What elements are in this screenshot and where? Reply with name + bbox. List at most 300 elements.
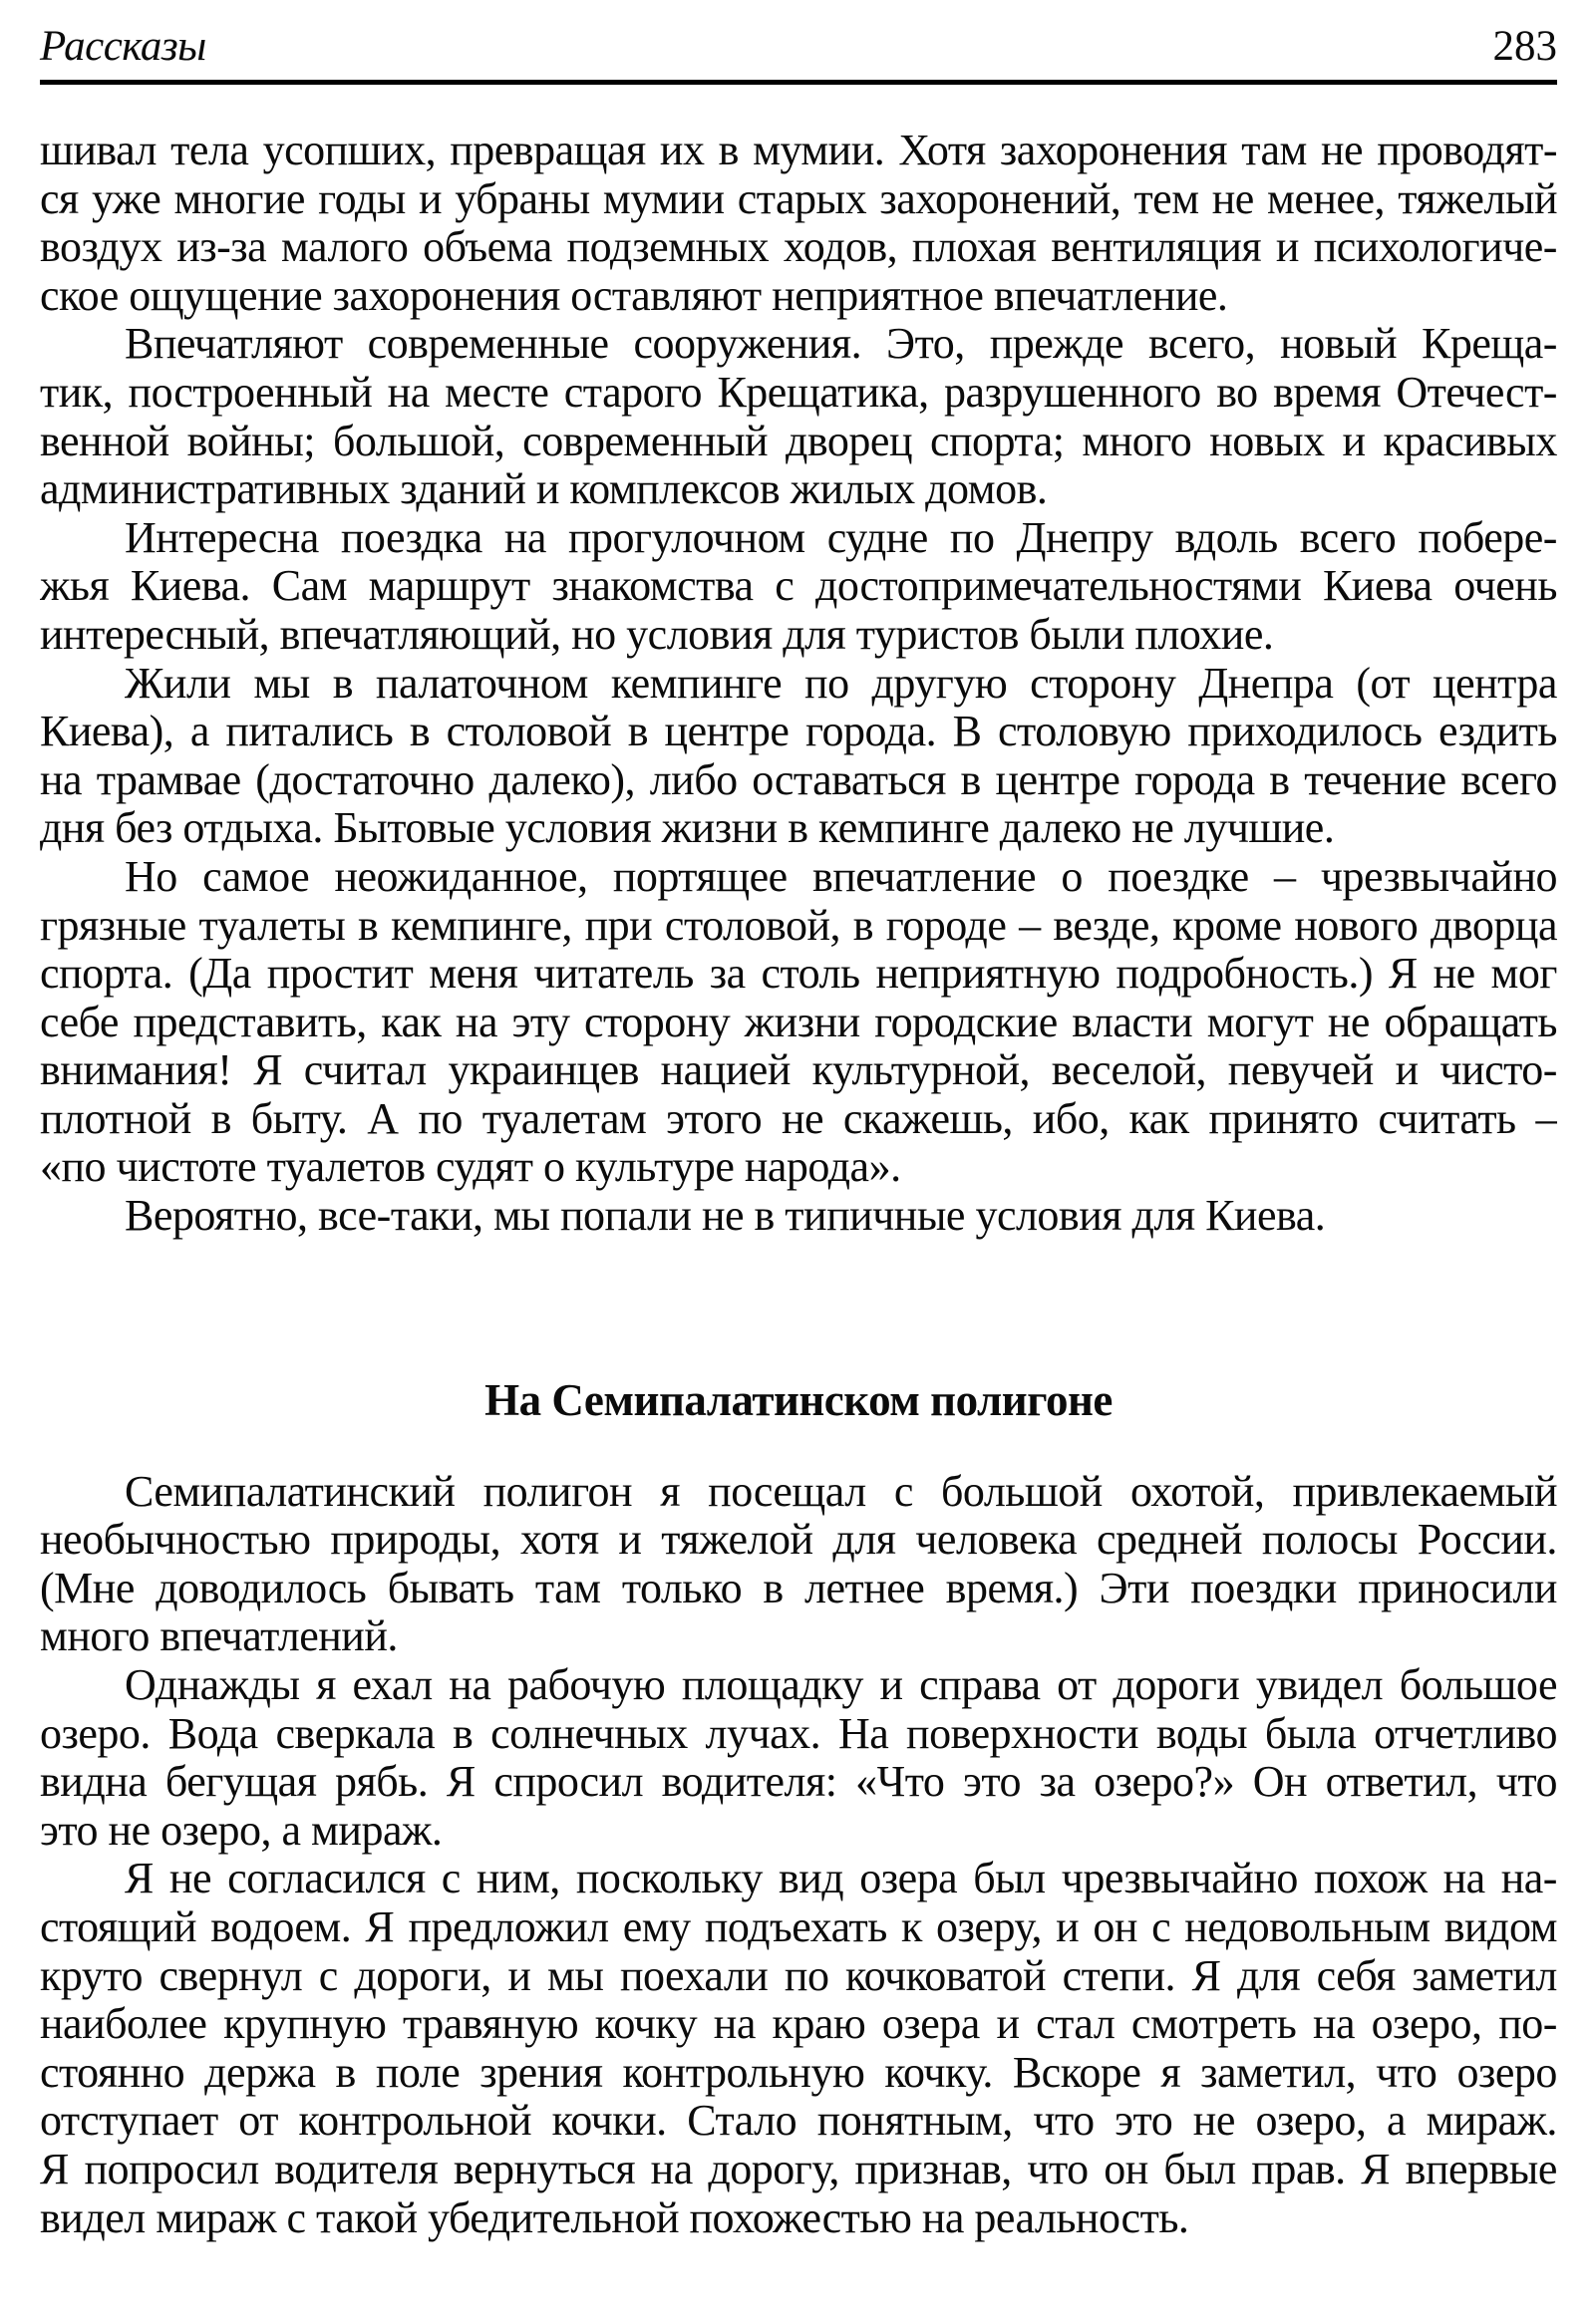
word: посещал [708, 1467, 866, 1516]
word: культурной, [811, 1046, 1031, 1095]
word: в [409, 708, 431, 756]
word: Семипалатинский [125, 1467, 456, 1516]
word: ним, [476, 1855, 560, 1903]
word: в [763, 1564, 784, 1612]
word: дороги [1113, 1661, 1240, 1710]
story-section [40, 127, 1557, 1241]
word: Я [1388, 950, 1418, 999]
word: от [1057, 1661, 1097, 1710]
word: и [418, 174, 443, 223]
word: поездки [1190, 1564, 1337, 1612]
word: новых [1209, 417, 1325, 465]
word: старых [737, 174, 867, 223]
word: на [449, 1661, 491, 1710]
word: подземных [566, 223, 770, 272]
word: степи. [1062, 1951, 1176, 2000]
word: Это, [886, 320, 965, 369]
word: Я [40, 2145, 69, 2193]
word: другую [871, 659, 1008, 708]
word: новый [1280, 320, 1398, 369]
word: поездке [1108, 852, 1249, 901]
paragraph [40, 514, 1557, 660]
word: в [960, 755, 981, 804]
word: меня [429, 950, 518, 999]
word: в [453, 1709, 474, 1758]
word: туалетам [481, 1094, 647, 1143]
word: жизни [744, 998, 860, 1046]
paragraph [40, 320, 1557, 513]
word: природы, [330, 1516, 501, 1565]
paragraph [40, 127, 1557, 320]
word: с [441, 1855, 461, 1903]
text-line: интересный, впечатляющий, но условия для туристов были плохие. [40, 610, 1274, 659]
word: дворца [1431, 901, 1557, 950]
word: считать [1378, 1094, 1516, 1143]
word: как [381, 998, 442, 1046]
text-line [40, 1661, 1557, 1710]
word: построенный [128, 368, 373, 417]
word: Впечатляют [125, 320, 343, 369]
word: трамвае [96, 755, 241, 804]
word: прогулочном [567, 513, 805, 562]
word: власти [1072, 998, 1193, 1046]
word: (Мне [40, 1564, 135, 1612]
word: при [584, 901, 653, 950]
word: Я [1191, 1951, 1221, 2000]
word: вентиляция [1051, 223, 1262, 272]
word: и [507, 1951, 531, 2000]
text-line [40, 320, 1557, 369]
word: дворец [786, 417, 912, 465]
word: города [1134, 755, 1255, 804]
paragraph [40, 853, 1557, 1192]
word: на [503, 513, 546, 562]
word: ибо, [1032, 1094, 1110, 1143]
word: ответил, [1325, 1758, 1478, 1807]
word: – [1273, 852, 1296, 901]
word: по [804, 659, 849, 708]
word: контрольную [622, 2048, 865, 2097]
page-body [40, 127, 1557, 2242]
word: видна [40, 1758, 148, 1807]
text-line [40, 562, 1557, 611]
word: Вскоре [1012, 2048, 1141, 2097]
word: был [1163, 2145, 1236, 2193]
word: водителя [274, 2145, 439, 2193]
running-title: Рассказы [40, 23, 206, 70]
word: впечатление [811, 852, 1037, 901]
paragraph [40, 1855, 1557, 2242]
word: во [1216, 368, 1258, 417]
word: озеро?» [1094, 1758, 1235, 1807]
word: (от [1356, 659, 1411, 708]
word: шивал [40, 127, 157, 174]
word: доводилось [156, 1564, 367, 1612]
word: вид [778, 1855, 844, 1903]
text-line [40, 660, 1557, 709]
word: ехал [352, 1661, 433, 1710]
word: Сам [271, 562, 347, 611]
word: озеро, [1255, 2097, 1367, 2146]
word: самое [202, 852, 310, 901]
word: признав, [854, 2145, 1012, 2193]
word: скажешь, [842, 1094, 1013, 1143]
word: Стало [687, 2097, 798, 2146]
text-line [40, 1095, 1557, 1144]
word: время [1273, 368, 1381, 417]
word: летнее [804, 1564, 925, 1612]
word: проводят- [1377, 127, 1557, 174]
word: подробность.) [1116, 950, 1374, 999]
word: и [618, 1516, 642, 1565]
word: тяжелой [661, 1516, 813, 1565]
word: всего [1299, 513, 1397, 562]
word: много [1082, 417, 1192, 465]
word: маршрут [368, 562, 530, 611]
word: не [781, 1094, 824, 1143]
word: – [1019, 901, 1041, 950]
word: согласился [227, 1855, 426, 1903]
word: всего, [1148, 320, 1256, 369]
text-line [40, 514, 1557, 563]
word: сооружения. [633, 320, 862, 369]
word: прав. [1251, 2145, 1346, 2193]
page-header [40, 24, 1557, 70]
section-heading: На Семипалатинском полигоне [484, 1374, 1113, 1425]
word: впервые [1405, 2145, 1557, 2193]
word: спорта; [929, 417, 1065, 465]
word: там [534, 1564, 601, 1612]
word: была [1264, 1709, 1357, 1758]
word: он [1093, 1903, 1137, 1951]
word: спросил [493, 1758, 644, 1807]
word: «Что [855, 1758, 945, 1807]
text-line [40, 708, 1557, 756]
text-line [40, 756, 1557, 805]
word: чрезвычайно [1061, 1855, 1298, 1903]
word: ездить [1438, 708, 1557, 756]
word: На [837, 1709, 889, 1758]
word: портящее [612, 852, 788, 901]
word: психологиче- [1313, 223, 1557, 272]
word: отступает [40, 2097, 218, 2146]
word: убраны [455, 174, 590, 223]
word: увидел [1255, 1661, 1384, 1710]
paragraph [40, 1468, 1557, 1661]
text-line [40, 2146, 1557, 2194]
word: сверкала [275, 1709, 436, 1758]
word: ся [40, 174, 79, 223]
word: мумии. [753, 127, 885, 174]
word: заметил [1412, 1951, 1557, 2000]
word: свернул [159, 1951, 303, 2000]
word: течение [1304, 755, 1446, 804]
text-line [40, 1046, 1557, 1095]
word: на [713, 2000, 756, 2049]
word: оставаться [752, 755, 946, 804]
word: красивых [1383, 417, 1557, 465]
text-line [40, 1903, 1557, 1952]
word: объема [423, 223, 552, 272]
text-line [40, 1952, 1557, 2001]
word: поехали [619, 1951, 769, 2000]
word: центра [1433, 659, 1557, 708]
text-line: видел мираж с такой убедительной похожестью на реальность. [40, 2193, 1189, 2242]
text-line [40, 999, 1557, 1047]
word: веселой, [1051, 1046, 1207, 1095]
text-line: административных зданий и комплексов жилых домов. [40, 465, 1048, 514]
word: войны; [186, 417, 315, 465]
word: я [316, 1661, 336, 1710]
text-line [40, 902, 1557, 951]
word: привлекаемый [1292, 1467, 1557, 1516]
word: центре [995, 755, 1120, 804]
word: этого [666, 1094, 763, 1143]
word: (достаточно [255, 755, 475, 804]
word: на- [1500, 1855, 1557, 1903]
word: многие [173, 174, 305, 223]
word: наиболее [40, 2000, 207, 2049]
word: кочки. [551, 2097, 667, 2146]
word: Киева [1322, 562, 1433, 611]
word: сторону [584, 998, 731, 1046]
word: справа [919, 1661, 1041, 1710]
word: по [949, 513, 995, 562]
word: города. [805, 708, 937, 756]
word: полосы [1261, 1516, 1398, 1565]
word: там [1241, 127, 1307, 174]
word: Эти [1099, 1564, 1169, 1612]
word: современные [367, 320, 609, 369]
word: ему [622, 1903, 691, 1951]
word: лучах. [705, 1709, 821, 1758]
word: в [332, 659, 353, 708]
word: подъехать [704, 1903, 887, 1951]
word: стал [1036, 2000, 1116, 2049]
word: неожиданное, [334, 852, 588, 901]
word: тела [170, 127, 249, 174]
word: бегущая [164, 1758, 317, 1807]
text-line: Вероятно, все-таки, мы попали не в типичные условия для Киева. [125, 1192, 1326, 1241]
word: что [1495, 1758, 1557, 1807]
word: Крещатика, [717, 368, 929, 417]
word: недовольным [1184, 1903, 1431, 1951]
word: знакомства [551, 562, 754, 611]
word: (Да [188, 950, 251, 999]
word: не [1192, 2097, 1235, 2146]
word: с [893, 1467, 913, 1516]
word: усопших, [262, 127, 437, 174]
word: внимания! [40, 1046, 232, 1095]
word: в [852, 901, 874, 950]
word: современный [522, 417, 769, 465]
word: необычностью [40, 1516, 311, 1565]
word: солнечных [490, 1709, 688, 1758]
word: считал [303, 1046, 427, 1095]
word: бывать [387, 1564, 514, 1612]
word: о [1061, 852, 1083, 901]
word: и [1056, 1903, 1080, 1951]
word: воздух [40, 223, 162, 272]
word: Я [125, 1855, 154, 1903]
word: озера [881, 2000, 980, 2049]
word: круто [40, 1951, 143, 2000]
word: мы [253, 659, 310, 708]
word: рабочую [506, 1661, 666, 1710]
word: а [189, 708, 209, 756]
word: дороги, [354, 1951, 491, 2000]
word: травяную [402, 2000, 579, 2049]
word: предложил [408, 1903, 609, 1951]
word: стоящий [40, 1903, 197, 1951]
word: Хотя [898, 127, 986, 174]
text-line [40, 175, 1557, 224]
text-line [40, 950, 1557, 999]
word: на [387, 368, 430, 417]
word: озеро, [1371, 2000, 1482, 2049]
word: за [709, 950, 746, 999]
word: Жили [125, 659, 231, 708]
word: захоронений, [879, 174, 1121, 223]
word: менее, [1267, 174, 1385, 223]
word: с [775, 562, 795, 611]
word: превращая [450, 127, 646, 174]
text-line [40, 2097, 1557, 2146]
word: судне [826, 513, 928, 562]
text-line: много впечатлений. [40, 1612, 398, 1661]
word: Я [446, 1758, 476, 1807]
word: был [973, 1855, 1046, 1903]
word: эту [511, 998, 570, 1046]
word: рябь. [335, 1758, 429, 1807]
word: туалеты [198, 901, 346, 950]
word: могут [1206, 998, 1314, 1046]
word: Но [125, 852, 177, 901]
word: я [660, 1467, 680, 1516]
word: столовой, [664, 901, 840, 950]
word: на [650, 2145, 693, 2193]
word: кроме [1172, 901, 1282, 950]
word: с [1151, 1903, 1171, 1951]
word: ходов, [783, 223, 898, 272]
word: не [1211, 174, 1254, 223]
word: сторону [1030, 659, 1176, 708]
word: очень [1453, 562, 1557, 611]
word: крупную [223, 2000, 387, 2049]
word: тем [1133, 174, 1199, 223]
word: на [1312, 2000, 1356, 2049]
word: мираж. [1426, 2097, 1557, 2146]
word: Интересна [125, 513, 319, 562]
word: не [1321, 127, 1364, 174]
word: поверхности [906, 1709, 1139, 1758]
word: не [1433, 950, 1475, 999]
word: держа [204, 2048, 316, 2097]
word: на [455, 998, 497, 1046]
word: человека [915, 1516, 1078, 1565]
header-rule [40, 80, 1557, 85]
word: для [1237, 1951, 1301, 2000]
word: водителя: [661, 1758, 837, 1807]
word: смотреть [1130, 2000, 1297, 2049]
word: городе [885, 901, 1007, 950]
word: мумии [602, 174, 725, 223]
word: кочку. [884, 2048, 993, 2097]
text-line [40, 1710, 1557, 1759]
word: себе [40, 998, 119, 1046]
word: зрения [479, 2048, 603, 2097]
word: и [879, 1661, 903, 1710]
word: в [210, 1094, 231, 1143]
text-line [40, 1468, 1557, 1517]
word: вдоль [1174, 513, 1278, 562]
word: всего [1460, 755, 1557, 804]
word: Я [1361, 2145, 1391, 2193]
word: Креща- [1421, 320, 1557, 369]
word: нового [1294, 901, 1419, 950]
word: захоронения [999, 127, 1228, 174]
word: себя [1316, 1951, 1396, 2000]
word: нацией [660, 1046, 791, 1095]
word: с [318, 1951, 338, 2000]
word: на [1442, 1855, 1485, 1903]
word: в [1269, 755, 1290, 804]
word: – [1535, 1094, 1557, 1143]
text-line: это не озеро, а мираж. [40, 1806, 443, 1855]
word: Он [1252, 1758, 1308, 1807]
word: приносили [1358, 1564, 1557, 1612]
word: в [718, 127, 739, 174]
word: Вода [167, 1709, 258, 1758]
word: столовую [998, 708, 1171, 756]
word: видом [1443, 1903, 1557, 1951]
word: средней [1097, 1516, 1243, 1565]
word: озеро [1456, 2048, 1557, 2097]
word: стоянно [40, 2048, 185, 2097]
text-line [40, 223, 1557, 272]
word: большой [941, 1467, 1103, 1516]
word: плотной [40, 1094, 191, 1143]
word: к [900, 1903, 922, 1951]
word: большой, [332, 417, 505, 465]
word: А [367, 1094, 399, 1143]
word: озеро. [40, 1709, 151, 1758]
word: водоем. [210, 1903, 352, 1951]
word: поле [375, 2048, 461, 2097]
word: побере- [1418, 513, 1557, 562]
text-line [40, 127, 1557, 175]
word: центре [664, 708, 790, 756]
word: столь [761, 950, 860, 999]
word: простит [266, 950, 414, 999]
word: разрушенного [944, 368, 1201, 417]
word: хотя [519, 1516, 599, 1565]
text-line [40, 853, 1557, 902]
word: их [659, 127, 705, 174]
word: и [996, 2000, 1020, 2049]
word: старого [563, 368, 703, 417]
word: и [1275, 223, 1299, 272]
word: для [832, 1516, 896, 1565]
word: спорта. [40, 950, 173, 999]
word: В [952, 708, 982, 756]
word: в [627, 708, 649, 756]
word: тик, [40, 368, 114, 417]
word: кочковатой [845, 1951, 1047, 2000]
word: мы [546, 1951, 604, 2000]
word: за [1039, 1758, 1076, 1807]
text-line [40, 2000, 1557, 2049]
